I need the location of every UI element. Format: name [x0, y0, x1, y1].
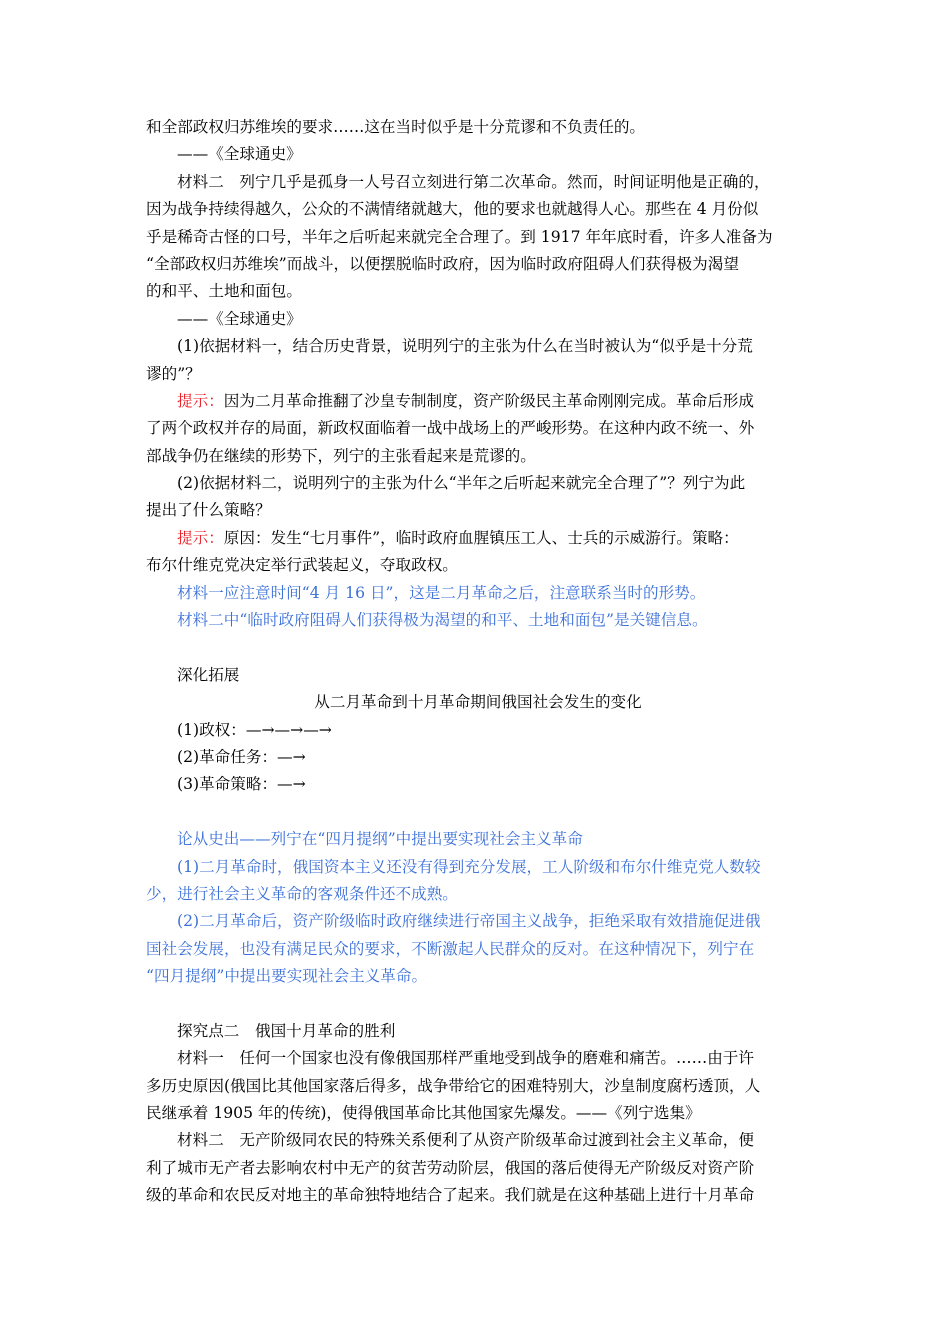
answer-one — [146, 388, 810, 415]
diagram-title: 从二月革命到十月革命期间俄国社会发生的变化 — [314, 693, 642, 712]
study-note: 材料二中“临时政府阻碍人们获得极为渴望的和平、土地和面包”是关键信息。 — [177, 611, 708, 630]
lun-point-one-cont: 少，进行社会主义革命的客观条件还不成熟。 — [146, 884, 458, 903]
spacer — [146, 634, 810, 661]
material-one-line: 多历史原因(俄国比其他国家落后得多，战争带给它的困难特别大，沙皇制度腐朽透顶，人 — [146, 1076, 761, 1095]
material-one-line: 民继承着 1905 年的传统)，使得俄国革命比其他国家先爆发。——《列宁选集》 — [146, 1104, 701, 1123]
diagram-item-task: (2)革命任务：—→ — [177, 747, 306, 766]
spacer — [146, 799, 810, 826]
spacer — [146, 991, 810, 1018]
question-two-cont: 提出了什么策略？ — [146, 501, 271, 520]
source-citation: ——《全球通史》 — [177, 309, 302, 328]
lun-point-two: (2)二月革命后，资产阶级临时政府继续进行帝国主义战争，拒绝采取有效措施促进俄 — [177, 912, 761, 931]
material-one-tail: 和全部政权归苏维埃的要求……这在当时似乎是十分荒谬和不负责任的。 — [146, 118, 646, 136]
diagram-item-regime: (1)政权：—→—→—→ — [177, 720, 332, 739]
lun-point-two-cont: “四月提纲”中提出要实现社会主义革命。 — [146, 967, 428, 986]
question-one-cont: 谬的”？ — [146, 364, 201, 383]
answer-one-text: 因为二月革命推翻了沙皇专制制度，资产阶级民主革命刚刚完成。革命后形成 — [223, 391, 754, 410]
study-note: 材料一应注意时间“4 月 16 日”，这是二月革命之后，注意联系当时的形势。 — [177, 583, 706, 602]
material-two-line: 材料二 列宁几乎是孤身一人号召立刻进行第二次革命。然而，时间证明他是正确的， — [177, 172, 770, 191]
material-two-line: “全部政权归苏维埃”而战斗，以便摆脱临时政府，因为临时政府阻碍人们获得极为渴望 — [146, 254, 739, 273]
answer-two — [146, 525, 810, 552]
section-heading-lun: 论从史出——列宁在“四月提纲”中提出要实现社会主义革命 — [177, 830, 583, 849]
material-two-line: 材料二 无产阶级同农民的特殊关系便利了从资产阶级革命过渡到社会主义革命，便 — [177, 1131, 754, 1150]
material-two-line: 的和平、土地和面包。 — [146, 282, 302, 301]
material-two-line: 因为战争持续得越久，公众的不满情绪就越大，他的要求也就越得人心。那些在 4 月份似 — [146, 200, 759, 219]
document-page — [146, 114, 810, 1210]
answer-two-cont: 布尔什维克党决定举行武装起义，夺取政权。 — [146, 556, 458, 575]
hint-label: 提示： — [177, 391, 224, 410]
answer-one-cont: 部战争仍在继续的形势下，列宁的主张看起来是荒谬的。 — [146, 446, 536, 465]
question-two: (2)依据材料二，说明列宁的主张为什么“半年之后听起来就完全合理了”？列宁为此 — [177, 474, 746, 493]
material-two-line: 乎是稀奇古怪的口号，半年之后听起来就完全合理了。到 1917 年年底时看，许多人准备为 — [146, 227, 773, 246]
answer-one-cont: 了两个政权并存的局面，新政权面临着一战中战场上的严峻形势。在这种内政不统一、外 — [146, 419, 755, 438]
diagram-item-strategy: (3)革命策略：—→ — [177, 775, 306, 794]
material-two-line: 利了城市无产者去影响农村中无产的贫苦劳动阶层，俄国的落后使得无产阶级反对资产阶 — [146, 1158, 755, 1177]
section-heading-deepen: 深化拓展 — [177, 665, 240, 684]
material-two-line: 级的革命和农民反对地主的革命独特地结合了起来。我们就是在这种基础上进行十月革命 — [146, 1186, 755, 1205]
source-citation: ——《全球通史》 — [177, 145, 302, 164]
lun-point-two-cont: 国社会发展，也没有满足民众的要求，不断激起人民群众的反对。在这种情况下，列宁在 — [146, 939, 755, 958]
hint-label: 提示： — [177, 528, 224, 547]
material-one-line: 材料一 任何一个国家也没有像俄国那样严重地受到战争的磨难和痛苦。……由于许 — [177, 1049, 754, 1068]
answer-two-text: 原因：发生“七月事件”，临时政府血腥镇压工人、士兵的示威游行。策略： — [223, 528, 739, 547]
lun-point-one: (1)二月革命时，俄国资本主义还没有得到充分发展，工人阶级和布尔什维克党人数较 — [177, 857, 761, 876]
question-one: (1)依据材料一，结合历史背景，说明列宁的主张为什么在当时被认为“似乎是十分荒 — [177, 337, 753, 356]
section-heading-explore: 探究点二 俄国十月革命的胜利 — [177, 1021, 396, 1040]
